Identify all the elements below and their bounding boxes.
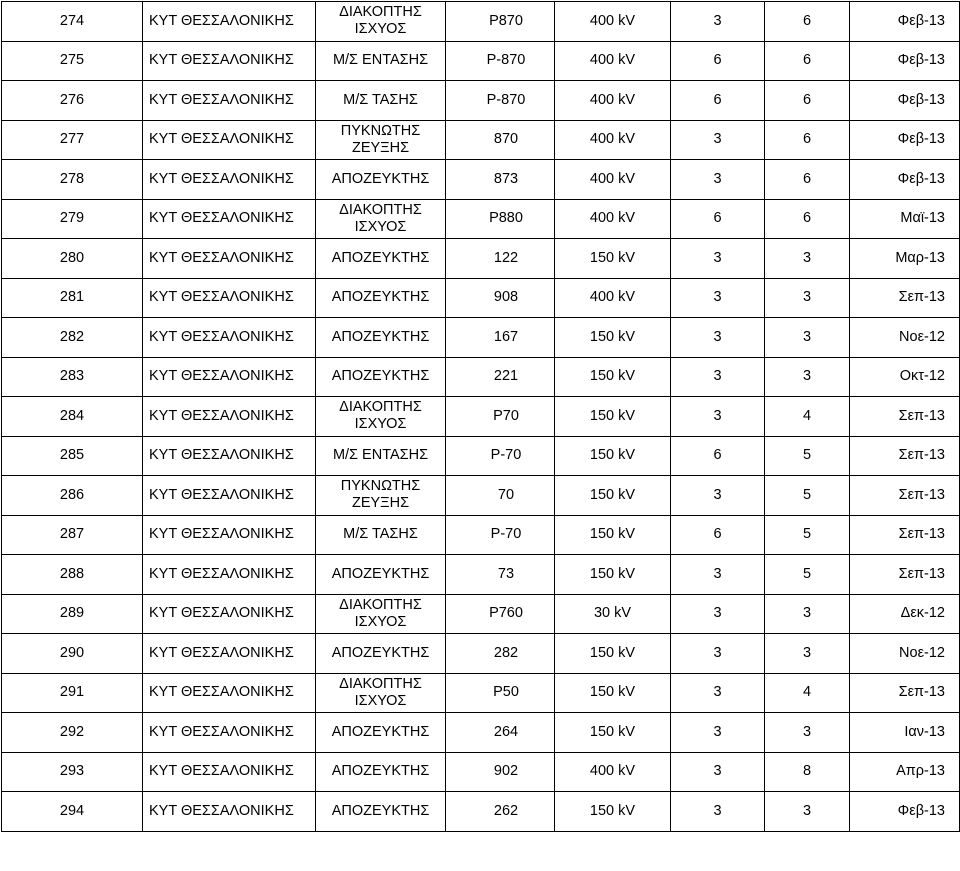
count-cell: 3 — [765, 713, 850, 753]
quantity-cell: 3 — [671, 160, 765, 200]
location-cell: ΚΥΤ ΘΕΣΣΑΛΟΝΙΚΗΣ — [143, 2, 316, 42]
equipment-type-line: ΙΣΧΥΟΣ — [354, 692, 407, 709]
code-cell: 122 — [446, 239, 555, 279]
code-cell: P880 — [446, 199, 555, 239]
row-number-cell: 292 — [2, 713, 143, 753]
voltage-cell: 150 kV — [555, 318, 671, 358]
table-row — [2, 278, 960, 318]
code-cell: P-70 — [446, 436, 555, 476]
code-cell: P-870 — [446, 81, 555, 121]
equipment-type-cell — [316, 634, 446, 674]
quantity-cell: 6 — [671, 81, 765, 121]
voltage-cell: 400 kV — [555, 120, 671, 160]
quantity-cell: 3 — [671, 397, 765, 437]
location-cell: ΚΥΤ ΘΕΣΣΑΛΟΝΙΚΗΣ — [143, 476, 316, 516]
voltage-cell: 150 kV — [555, 555, 671, 595]
equipment-type-line: ΑΠΟΖΕΥΚΤΗΣ — [331, 170, 430, 187]
equipment-type-cell — [316, 160, 446, 200]
row-number-cell: 279 — [2, 199, 143, 239]
date-cell: Σεπ-13 — [850, 673, 960, 713]
equipment-type-line: ΑΠΟΖΕΥΚΤΗΣ — [331, 644, 430, 661]
quantity-cell: 3 — [671, 792, 765, 832]
voltage-cell: 400 kV — [555, 199, 671, 239]
equipment-type-line: ΠΥΚΝΩΤΗΣ — [340, 122, 421, 139]
location-cell: ΚΥΤ ΘΕΣΣΑΛΟΝΙΚΗΣ — [143, 239, 316, 279]
location-cell: ΚΥΤ ΘΕΣΣΑΛΟΝΙΚΗΣ — [143, 318, 316, 358]
equipment-type-line: ΔΙΑΚΟΠΤΗΣ — [339, 675, 422, 692]
table-body — [2, 2, 960, 832]
row-number-cell: 288 — [2, 555, 143, 595]
location-cell: ΚΥΤ ΘΕΣΣΑΛΟΝΙΚΗΣ — [143, 555, 316, 595]
count-cell: 5 — [765, 436, 850, 476]
quantity-cell: 3 — [671, 278, 765, 318]
location-cell: ΚΥΤ ΘΕΣΣΑΛΟΝΙΚΗΣ — [143, 357, 316, 397]
date-cell: Σεπ-13 — [850, 397, 960, 437]
table-row — [2, 2, 960, 42]
count-cell: 5 — [765, 555, 850, 595]
row-number-cell: 280 — [2, 239, 143, 279]
count-cell: 5 — [765, 515, 850, 555]
equipment-type-cell — [316, 357, 446, 397]
voltage-cell: 30 kV — [555, 594, 671, 634]
row-number-cell: 276 — [2, 81, 143, 121]
quantity-cell: 3 — [671, 752, 765, 792]
equipment-type-cell — [316, 2, 446, 42]
quantity-cell: 3 — [671, 120, 765, 160]
equipment-type-cell — [316, 397, 446, 437]
voltage-cell: 400 kV — [555, 278, 671, 318]
quantity-cell: 6 — [671, 515, 765, 555]
quantity-cell: 3 — [671, 634, 765, 674]
equipment-type-line: ΙΣΧΥΟΣ — [354, 21, 407, 38]
voltage-cell: 150 kV — [555, 515, 671, 555]
row-number-cell: 278 — [2, 160, 143, 200]
voltage-cell: 150 kV — [555, 357, 671, 397]
count-cell: 6 — [765, 41, 850, 81]
table-row — [2, 673, 960, 713]
date-cell: Δεκ-12 — [850, 594, 960, 634]
count-cell: 3 — [765, 278, 850, 318]
location-cell: ΚΥΤ ΘΕΣΣΑΛΟΝΙΚΗΣ — [143, 278, 316, 318]
quantity-cell: 6 — [671, 199, 765, 239]
code-cell: 870 — [446, 120, 555, 160]
date-cell: Φεβ-13 — [850, 81, 960, 121]
date-cell: Σεπ-13 — [850, 476, 960, 516]
equipment-type-cell — [316, 673, 446, 713]
table-row — [2, 81, 960, 121]
location-cell: ΚΥΤ ΘΕΣΣΑΛΟΝΙΚΗΣ — [143, 673, 316, 713]
equipment-type-cell — [316, 81, 446, 121]
location-cell: ΚΥΤ ΘΕΣΣΑΛΟΝΙΚΗΣ — [143, 594, 316, 634]
equipment-type-line: ΔΙΑΚΟΠΤΗΣ — [339, 4, 422, 21]
code-cell: 262 — [446, 792, 555, 832]
count-cell: 8 — [765, 752, 850, 792]
code-cell: 264 — [446, 713, 555, 753]
equipment-type-cell — [316, 318, 446, 358]
table-row — [2, 120, 960, 160]
date-cell: Οκτ-12 — [850, 357, 960, 397]
code-cell: 73 — [446, 555, 555, 595]
date-cell: Φεβ-13 — [850, 41, 960, 81]
voltage-cell: 400 kV — [555, 160, 671, 200]
table-row — [2, 792, 960, 832]
date-cell: Φεβ-13 — [850, 160, 960, 200]
code-cell: 70 — [446, 476, 555, 516]
count-cell: 4 — [765, 397, 850, 437]
equipment-type-line: ΖΕΥΞΗΣ — [351, 495, 410, 512]
count-cell: 6 — [765, 199, 850, 239]
count-cell: 3 — [765, 792, 850, 832]
location-cell: ΚΥΤ ΘΕΣΣΑΛΟΝΙΚΗΣ — [143, 120, 316, 160]
location-cell: ΚΥΤ ΘΕΣΣΑΛΟΝΙΚΗΣ — [143, 792, 316, 832]
count-cell: 3 — [765, 634, 850, 674]
date-cell: Φεβ-13 — [850, 792, 960, 832]
voltage-cell: 150 kV — [555, 673, 671, 713]
count-cell: 5 — [765, 476, 850, 516]
voltage-cell: 150 kV — [555, 792, 671, 832]
equipment-type-line: ΔΙΑΚΟΠΤΗΣ — [339, 399, 422, 416]
equipment-type-line: ΑΠΟΖΕΥΚΤΗΣ — [331, 763, 430, 780]
quantity-cell: 3 — [671, 239, 765, 279]
table-row — [2, 160, 960, 200]
row-number-cell: 277 — [2, 120, 143, 160]
row-number-cell: 274 — [2, 2, 143, 42]
voltage-cell: 150 kV — [555, 476, 671, 516]
quantity-cell: 6 — [671, 41, 765, 81]
table-row — [2, 199, 960, 239]
voltage-cell: 400 kV — [555, 2, 671, 42]
row-number-cell: 293 — [2, 752, 143, 792]
count-cell: 6 — [765, 120, 850, 160]
row-number-cell: 291 — [2, 673, 143, 713]
table-row — [2, 515, 960, 555]
table-row — [2, 555, 960, 595]
equipment-type-line: Μ/Σ ΤΑΣΗΣ — [343, 526, 418, 543]
voltage-cell: 150 kV — [555, 239, 671, 279]
date-cell: Σεπ-13 — [850, 555, 960, 595]
table-row — [2, 239, 960, 279]
row-number-cell: 287 — [2, 515, 143, 555]
equipment-type-cell — [316, 792, 446, 832]
date-cell: Σεπ-13 — [850, 278, 960, 318]
quantity-cell: 3 — [671, 2, 765, 42]
code-cell: 282 — [446, 634, 555, 674]
equipment-type-cell — [316, 476, 446, 516]
date-cell: Σεπ-13 — [850, 436, 960, 476]
quantity-cell: 3 — [671, 476, 765, 516]
location-cell: ΚΥΤ ΘΕΣΣΑΛΟΝΙΚΗΣ — [143, 41, 316, 81]
code-cell: P-870 — [446, 41, 555, 81]
count-cell: 6 — [765, 81, 850, 121]
equipment-table — [1, 1, 960, 832]
voltage-cell: 400 kV — [555, 752, 671, 792]
row-number-cell: 275 — [2, 41, 143, 81]
table-row — [2, 713, 960, 753]
equipment-type-line: ΑΠΟΖΕΥΚΤΗΣ — [331, 368, 430, 385]
row-number-cell: 290 — [2, 634, 143, 674]
equipment-type-cell — [316, 555, 446, 595]
voltage-cell: 150 kV — [555, 397, 671, 437]
equipment-type-line: ΠΥΚΝΩΤΗΣ — [340, 478, 421, 495]
quantity-cell: 3 — [671, 555, 765, 595]
table-row — [2, 318, 960, 358]
equipment-type-line: ΔΙΑΚΟΠΤΗΣ — [339, 596, 422, 613]
code-cell: P70 — [446, 397, 555, 437]
date-cell: Σεπ-13 — [850, 515, 960, 555]
equipment-type-line: Μ/Σ ΤΑΣΗΣ — [343, 91, 418, 108]
date-cell: Ιαν-13 — [850, 713, 960, 753]
count-cell: 6 — [765, 2, 850, 42]
equipment-type-cell — [316, 41, 446, 81]
code-cell: P870 — [446, 2, 555, 42]
table-row — [2, 397, 960, 437]
row-number-cell: 294 — [2, 792, 143, 832]
equipment-type-cell — [316, 436, 446, 476]
table-row — [2, 436, 960, 476]
quantity-cell: 3 — [671, 673, 765, 713]
date-cell: Νοε-12 — [850, 634, 960, 674]
row-number-cell: 289 — [2, 594, 143, 634]
code-cell: P-70 — [446, 515, 555, 555]
equipment-type-line: ΑΠΟΖΕΥΚΤΗΣ — [331, 723, 430, 740]
location-cell: ΚΥΤ ΘΕΣΣΑΛΟΝΙΚΗΣ — [143, 436, 316, 476]
count-cell: 3 — [765, 318, 850, 358]
quantity-cell: 3 — [671, 357, 765, 397]
location-cell: ΚΥΤ ΘΕΣΣΑΛΟΝΙΚΗΣ — [143, 713, 316, 753]
row-number-cell: 282 — [2, 318, 143, 358]
code-cell: 902 — [446, 752, 555, 792]
table-row — [2, 752, 960, 792]
equipment-type-line: Μ/Σ ΕΝΤΑΣΗΣ — [332, 52, 429, 69]
table-row — [2, 476, 960, 516]
code-cell: P760 — [446, 594, 555, 634]
table-row — [2, 357, 960, 397]
table-row — [2, 41, 960, 81]
date-cell: Φεβ-13 — [850, 2, 960, 42]
date-cell: Μαρ-13 — [850, 239, 960, 279]
code-cell: P50 — [446, 673, 555, 713]
equipment-type-cell — [316, 120, 446, 160]
equipment-type-line: ΙΣΧΥΟΣ — [354, 218, 407, 235]
equipment-type-cell — [316, 752, 446, 792]
quantity-cell: 3 — [671, 594, 765, 634]
voltage-cell: 150 kV — [555, 634, 671, 674]
table-row — [2, 634, 960, 674]
voltage-cell: 150 kV — [555, 713, 671, 753]
location-cell: ΚΥΤ ΘΕΣΣΑΛΟΝΙΚΗΣ — [143, 515, 316, 555]
row-number-cell: 285 — [2, 436, 143, 476]
equipment-type-cell — [316, 713, 446, 753]
location-cell: ΚΥΤ ΘΕΣΣΑΛΟΝΙΚΗΣ — [143, 397, 316, 437]
row-number-cell: 284 — [2, 397, 143, 437]
equipment-type-line: ΙΣΧΥΟΣ — [354, 613, 407, 630]
table-row — [2, 594, 960, 634]
voltage-cell: 400 kV — [555, 41, 671, 81]
count-cell: 3 — [765, 594, 850, 634]
row-number-cell: 286 — [2, 476, 143, 516]
location-cell: ΚΥΤ ΘΕΣΣΑΛΟΝΙΚΗΣ — [143, 81, 316, 121]
code-cell: 873 — [446, 160, 555, 200]
date-cell: Φεβ-13 — [850, 120, 960, 160]
equipment-type-cell — [316, 278, 446, 318]
voltage-cell: 400 kV — [555, 81, 671, 121]
date-cell: Νοε-12 — [850, 318, 960, 358]
equipment-type-cell — [316, 199, 446, 239]
date-cell: Απρ-13 — [850, 752, 960, 792]
equipment-type-line: ΑΠΟΖΕΥΚΤΗΣ — [331, 802, 430, 819]
voltage-cell: 150 kV — [555, 436, 671, 476]
quantity-cell: 6 — [671, 436, 765, 476]
row-number-cell: 283 — [2, 357, 143, 397]
code-cell: 908 — [446, 278, 555, 318]
count-cell: 6 — [765, 160, 850, 200]
equipment-type-cell — [316, 515, 446, 555]
location-cell: ΚΥΤ ΘΕΣΣΑΛΟΝΙΚΗΣ — [143, 634, 316, 674]
count-cell: 3 — [765, 239, 850, 279]
equipment-type-cell — [316, 239, 446, 279]
location-cell: ΚΥΤ ΘΕΣΣΑΛΟΝΙΚΗΣ — [143, 199, 316, 239]
location-cell: ΚΥΤ ΘΕΣΣΑΛΟΝΙΚΗΣ — [143, 160, 316, 200]
code-cell: 167 — [446, 318, 555, 358]
equipment-type-line: Μ/Σ ΕΝΤΑΣΗΣ — [332, 447, 429, 464]
equipment-type-line: ΑΠΟΖΕΥΚΤΗΣ — [331, 249, 430, 266]
count-cell: 4 — [765, 673, 850, 713]
equipment-type-line: ΖΕΥΞΗΣ — [351, 139, 410, 156]
equipment-type-line: ΑΠΟΖΕΥΚΤΗΣ — [331, 565, 430, 582]
quantity-cell: 3 — [671, 318, 765, 358]
count-cell: 3 — [765, 357, 850, 397]
equipment-type-line: ΑΠΟΖΕΥΚΤΗΣ — [331, 328, 430, 345]
equipment-type-line: ΙΣΧΥΟΣ — [354, 416, 407, 433]
equipment-type-line: ΑΠΟΖΕΥΚΤΗΣ — [331, 289, 430, 306]
equipment-type-cell — [316, 594, 446, 634]
location-cell: ΚΥΤ ΘΕΣΣΑΛΟΝΙΚΗΣ — [143, 752, 316, 792]
date-cell: Μαϊ-13 — [850, 199, 960, 239]
quantity-cell: 3 — [671, 713, 765, 753]
equipment-type-line: ΔΙΑΚΟΠΤΗΣ — [339, 201, 422, 218]
code-cell: 221 — [446, 357, 555, 397]
row-number-cell: 281 — [2, 278, 143, 318]
